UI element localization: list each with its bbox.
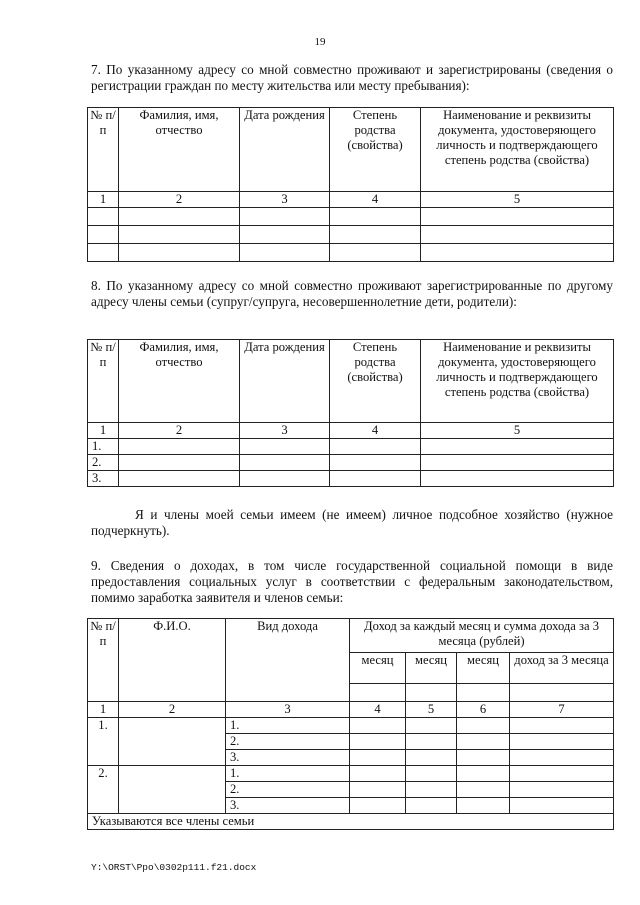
table-cell[interactable]	[119, 455, 240, 471]
row-number: 2.	[88, 455, 119, 471]
table-cell[interactable]	[510, 782, 614, 798]
table-cell[interactable]	[350, 750, 406, 766]
table-cell[interactable]	[510, 734, 614, 750]
table-cell[interactable]	[510, 750, 614, 766]
table-cell[interactable]	[406, 782, 457, 798]
table-cell[interactable]	[350, 766, 406, 782]
table-cell[interactable]	[406, 798, 457, 814]
header-num: № п/п	[88, 340, 119, 423]
person-number: 1.	[88, 718, 119, 766]
col-number: 7	[510, 702, 614, 718]
table-cell[interactable]	[406, 750, 457, 766]
column-number-row	[88, 702, 614, 718]
income-item-number: 3.	[226, 750, 350, 766]
table-row	[88, 226, 614, 244]
row-number: 3.	[88, 471, 119, 487]
table-cell[interactable]	[119, 208, 240, 226]
person-fio-cell[interactable]	[119, 766, 226, 814]
table-cell[interactable]	[510, 798, 614, 814]
header-month-2: месяц	[406, 653, 457, 684]
col-number: 5	[421, 192, 614, 208]
header-relation: Степень родства (свойства)	[330, 340, 421, 423]
income-item-number: 2.	[226, 782, 350, 798]
table-cell[interactable]	[350, 684, 406, 702]
table-cell[interactable]	[88, 226, 119, 244]
person-fio-cell[interactable]	[119, 718, 226, 766]
table-cell[interactable]	[457, 766, 510, 782]
table-cell[interactable]	[406, 766, 457, 782]
table-cell[interactable]	[457, 782, 510, 798]
table-cell[interactable]	[88, 208, 119, 226]
header-birthdate: Дата рождения	[240, 340, 330, 423]
income-item-number: 3.	[226, 798, 350, 814]
row-number: 1.	[88, 439, 119, 455]
col-number: 2	[119, 192, 240, 208]
col-number: 2	[119, 423, 240, 439]
table-cell[interactable]	[88, 244, 119, 262]
table-cell[interactable]	[350, 734, 406, 750]
header-income-type: Вид дохода	[226, 619, 350, 702]
table-cell[interactable]	[330, 244, 421, 262]
table-cell[interactable]	[406, 718, 457, 734]
section-7-table	[87, 107, 614, 262]
table-cell[interactable]	[350, 798, 406, 814]
col-number: 4	[330, 192, 421, 208]
col-number: 4	[350, 702, 406, 718]
table-row	[88, 718, 614, 734]
col-number: 1	[88, 192, 119, 208]
section-9-table	[87, 618, 614, 830]
header-income-group: Доход за каждый месяц и сумма дохода за 3 месяца (рублей)	[350, 619, 614, 653]
income-item-number: 2.	[226, 734, 350, 750]
table-cell[interactable]	[421, 439, 614, 455]
section-7-text: 7. По указанному адресу со мной совместно проживают и зарегистрированы (сведения о регистрации граждан по месту жительства или месту пребывания):	[91, 62, 613, 93]
table-cell[interactable]	[240, 208, 330, 226]
table-cell[interactable]	[457, 718, 510, 734]
table-row	[88, 766, 614, 782]
table-note-row	[88, 814, 614, 830]
table-header-row	[88, 108, 614, 192]
table-cell[interactable]	[510, 766, 614, 782]
col-number: 6	[457, 702, 510, 718]
table-row	[88, 455, 614, 471]
header-total: доход за 3 месяца	[510, 653, 614, 684]
table-cell[interactable]	[457, 798, 510, 814]
header-month-3: месяц	[457, 653, 510, 684]
table-cell[interactable]	[350, 718, 406, 734]
table-cell[interactable]	[421, 455, 614, 471]
table-cell[interactable]	[240, 455, 330, 471]
header-fio: Ф.И.О.	[119, 619, 226, 702]
table-cell[interactable]	[330, 439, 421, 455]
household-text: Я и члены моей семьи имеем (не имеем) личное подсобное хозяйство (нужное подчеркнуть).	[91, 507, 613, 538]
col-number: 3	[240, 192, 330, 208]
table-cell[interactable]	[350, 782, 406, 798]
table-note: Указываются все члены семьи	[88, 814, 614, 830]
footer-file-path: Y:\ORST\Ppo\0302p111.f21.docx	[91, 862, 257, 873]
table-cell[interactable]	[119, 439, 240, 455]
table-cell[interactable]	[330, 455, 421, 471]
table-header-row	[88, 619, 614, 653]
table-cell[interactable]	[421, 226, 614, 244]
header-month-1: месяц	[350, 653, 406, 684]
income-item-number: 1.	[226, 718, 350, 734]
col-number: 5	[406, 702, 457, 718]
section-9-text: 9. Сведения о доходах, в том числе государственной социальной помощи в виде предоставления социальных услуг в соответствии с федеральным законодательством, помимо заработка заявителя и членов семьи:	[91, 558, 613, 605]
table-cell[interactable]	[406, 684, 457, 702]
table-cell[interactable]	[240, 244, 330, 262]
table-row	[88, 471, 614, 487]
col-number: 3	[226, 702, 350, 718]
table-cell[interactable]	[119, 226, 240, 244]
header-birthdate: Дата рождения	[240, 108, 330, 192]
income-item-number: 1.	[226, 766, 350, 782]
header-relation: Степень родства (свойства)	[330, 108, 421, 192]
table-cell[interactable]	[421, 244, 614, 262]
header-document: Наименование и реквизиты документа, удостоверяющего личность и подтверждающего степень родства (свойства)	[421, 108, 614, 192]
table-cell[interactable]	[119, 471, 240, 487]
table-cell[interactable]	[240, 226, 330, 244]
col-number: 1	[88, 702, 119, 718]
table-cell[interactable]	[330, 208, 421, 226]
header-num: № п/п	[88, 108, 119, 192]
column-number-row	[88, 423, 614, 439]
table-cell[interactable]	[510, 684, 614, 702]
header-num: № п/п	[88, 619, 119, 702]
table-cell[interactable]	[457, 750, 510, 766]
table-cell[interactable]	[421, 471, 614, 487]
col-number: 4	[330, 423, 421, 439]
table-cell[interactable]	[457, 684, 510, 702]
header-fio: Фамилия, имя, отчество	[119, 340, 240, 423]
table-row	[88, 244, 614, 262]
person-number: 2.	[88, 766, 119, 814]
table-cell[interactable]	[240, 471, 330, 487]
col-number: 1	[88, 423, 119, 439]
page-number: 19	[314, 36, 326, 48]
section-8-table	[87, 339, 614, 487]
header-fio: Фамилия, имя, отчество	[119, 108, 240, 192]
table-row	[88, 208, 614, 226]
col-number: 2	[119, 702, 226, 718]
table-cell[interactable]	[119, 244, 240, 262]
column-number-row	[88, 192, 614, 208]
header-document: Наименование и реквизиты документа, удостоверяющего личность и подтверждающего степень родства (свойства)	[421, 340, 614, 423]
section-8-text: 8. По указанному адресу со мной совместно проживают зарегистрированные по другому адресу члены семьи (супруг/супруга, несовершеннолетние дети, родители):	[91, 278, 613, 309]
col-number: 5	[421, 423, 614, 439]
table-cell[interactable]	[406, 734, 457, 750]
table-row	[88, 439, 614, 455]
table-cell[interactable]	[330, 471, 421, 487]
table-cell[interactable]	[510, 718, 614, 734]
table-header-row	[88, 340, 614, 423]
col-number: 3	[240, 423, 330, 439]
table-cell[interactable]	[421, 208, 614, 226]
table-cell[interactable]	[330, 226, 421, 244]
table-cell[interactable]	[240, 439, 330, 455]
table-cell[interactable]	[457, 734, 510, 750]
